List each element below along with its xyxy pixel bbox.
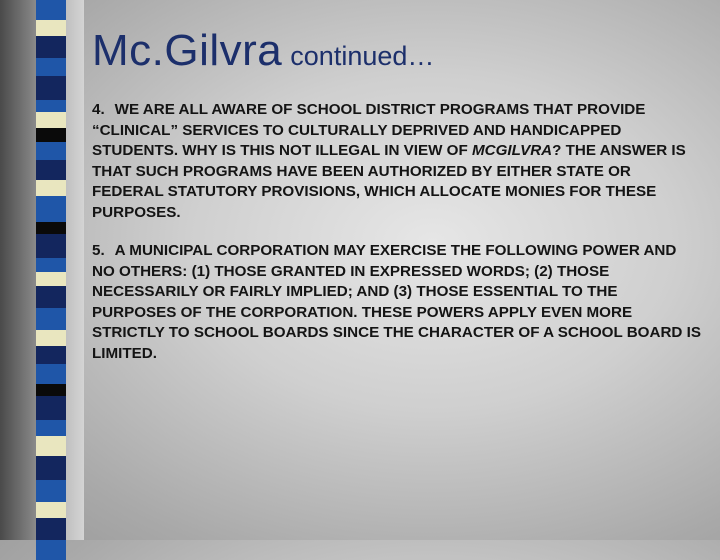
color-block [36,272,66,286]
color-block [36,540,66,560]
slide-body [92,100,702,382]
color-block [36,100,66,112]
color-block [36,456,66,480]
color-block [36,128,66,142]
color-block [36,364,66,384]
color-block [36,20,66,36]
color-block [36,222,66,234]
color-block [36,112,66,128]
color-block [36,436,66,456]
paragraph-4-text-before: WE ARE ALL AWARE OF SCHOOL DISTRICT PROGRAMS THAT PROVIDE “CLINICAL” SERVICES TO CULTURALLY DEPRIVED AND HANDICAPPED STUDENTS. WHY IS THIS NOT ILLEGAL IN VIEW OF [92,101,646,159]
color-block [36,58,66,76]
color-block [36,160,66,180]
paragraph-5-text: A MUNICIPAL CORPORATION MAY EXERCISE THE FOLLOWING POWER AND NO OTHERS: (1) THOSE GRANTED IN EXPRESSED WORDS; (2) THOSE NECESSARILY OR FAIRLY IMPLIED; AND (3) THOSE ESSENTIAL TO THE PURPOSES OF THE CORPORATION. THESE POWERS APPLY EVEN MORE STRICTLY TO SCHOOL BOARDS SINCE THE CHARACTER OF A SCHOOL BOARD IS LIMITED. [92,242,701,362]
color-block [36,258,66,272]
color-block [36,180,66,196]
paragraph-4-number: 4. [92,101,105,118]
paragraph-4-case-name: MCGILVRA [471,142,553,159]
paragraph-5 [92,241,702,364]
color-block [36,396,66,420]
left-color-blocks [36,0,66,540]
color-block [36,196,66,222]
color-block [36,76,66,100]
color-block [36,420,66,436]
color-block [36,286,66,308]
color-block [36,36,66,58]
slide-title-sub: continued… [290,41,435,71]
color-block [36,384,66,396]
color-block [36,234,66,258]
color-block [36,518,66,540]
color-block [36,308,66,330]
slide-title-main: Mc.Gilvra [92,26,283,75]
color-block [36,480,66,502]
paragraph-4 [92,100,702,223]
color-block [36,346,66,364]
color-block [36,502,66,518]
color-block [36,0,66,20]
paragraph-5-number: 5. [92,242,105,259]
paragraph-4-text-after: ? THE ANSWER IS THAT SUCH PROGRAMS HAVE BEEN AUTHORIZED BY EITHER STATE OR FEDERAL STATUTORY PROVISIONS, WHICH ALLOCATE MONIES FOR THESE PURPOSES. [92,142,686,221]
slide-title [92,26,434,76]
color-block [36,330,66,346]
color-block [36,142,66,160]
